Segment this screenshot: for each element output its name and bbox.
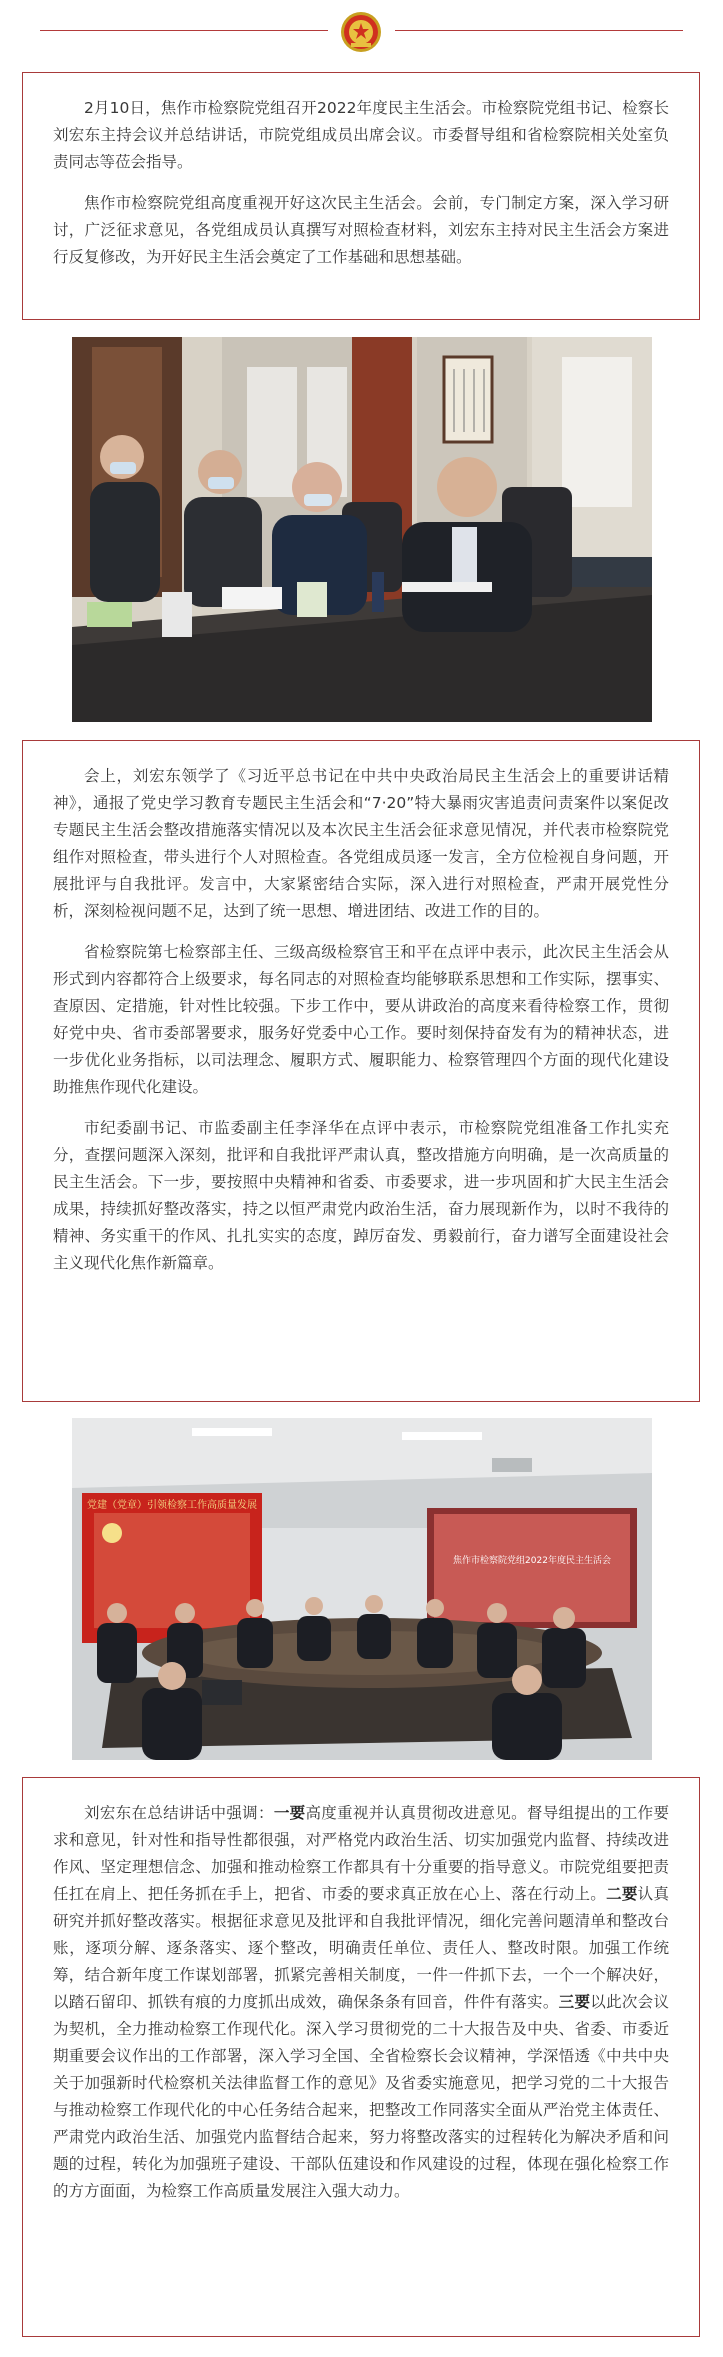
summary-intro: 刘宏东在总结讲话中强调： [84,1804,274,1822]
meeting-photo-icon [72,337,652,722]
point3-text: 以此次会议为契机，全力推动检察工作现代化。深入学习贯彻党的二十大报告及中央、省委、市委近期重要会议作出的工作部署，深入学习全国、全省检察长会议精神，学深悟透《中共中央关于加强新时代检察机关法律监督工作的意见》及省委实施意见，把学习党的二十大报告与推动检察工作现代化的中心任务结合起来，把整改工作同落实全面从严治党主体责任、严肃党内政治生活、加强党内监督结合起来，努力将整改落实的过程转化为解决矛盾和问题的过程，转化为加强班子建设、干部队伍建设和作风建设的过程，体现在强化检察工作的方方面面，为检察工作高质量发展注入强大动力。 [53,1993,669,2200]
conference-room-photo [72,1418,652,1760]
header-divider-left [40,30,328,31]
summary-paragraph [53,1800,669,2205]
paragraph: 市纪委副书记、市监委副主任李泽华在点评中表示，市检察院党组准备工作扎实充分，查摆问题深入深刻，批评和自我批评严肃认真，整改措施方向明确，是一次高质量的民主生活会。下一步，要按照中央精神和省委、市委要求，进一步巩固和扩大民主生活会成果，持续抓好整改落实，持之以恒严肃党内政治生活，奋力展现新作为，以时不我待的精神、务实重干的作风、扎扎实实的态度，踔厉奋发、勇毅前行，奋力谱写全面建设社会主义现代化焦作新篇章。 [53,1119,669,1272]
meeting-photo [72,337,652,722]
point1-text: 高度重视并认真贯彻改进意见。督导组提出的工作要求和意见，针对性和指导性都很强，对严格党内政治生活、切实加强党内监督、持续改进作风、坚定理想信念、加强和推动检察工作都具有十分重要的指导意义。市院党组要把责任扛在肩上、把任务抓在手上，把省、市委的要求真正放在心上、落在行动上。 [53,1804,669,1903]
summary-section [22,1777,700,2337]
header-divider-right [395,30,683,31]
screen-text: 焦作市检察院党组2022年度民主生活会 [453,1556,611,1566]
page-header [0,0,723,62]
paragraph: 省检察院第七检察部主任、三级高级检察官王和平在点评中表示，此次民主生活会从形式到内容都符合上级要求，每名同志的对照检查均能够联系思想和工作实际，摆事实、查原因、定措施，针对性比较强。下步工作中，要从讲政治的高度来看待检察工作，贯彻好党中央、省市委部署要求，服务好党委中心工作。要时刻保持奋发有为的精神状态，进一步优化业务指标，以司法理念、履职方式、履职能力、检察管理四个方面的现代化建设助推焦作现代化建设。 [53,943,669,1096]
intro-section [22,72,700,320]
point3-label: 三要 [558,1993,591,2011]
procuratorate-emblem-icon [339,10,383,54]
point2-label: 二要 [606,1885,638,1903]
meeting-content-section [22,740,700,1402]
conference-room-photo-icon [72,1418,652,1760]
point1-label: 一要 [273,1804,306,1822]
banner-text: 党建（党章）引领检察工作高质量发展 [87,1500,257,1511]
paragraph: 会上，刘宏东领学了《习近平总书记在中共中央政治局民主生活会上的重要讲话精神》，通报了党史学习教育专题民主生活会和“7·20”特大暴雨灾害追责问责案件以案促改专题民主生活会整改措施落实情况以及本次民主生活会征求意见情况，并代表市检察院党组作对照检查，带头进行个人对照检查。各党组成员逐一发言，全方位检视自身问题，开展批评与自我批评。发言中，大家紧密结合实际，深入进行对照检查，严肃开展党性分析，深刻检视问题不足，达到了统一思想、增进团结、改进工作的目的。 [53,767,669,920]
paragraph: 焦作市检察院党组高度重视开好这次民主生活会。会前，专门制定方案，深入学习研讨，广泛征求意见，各党组成员认真撰写对照检查材料，刘宏东主持对民主生活会方案进行反复修改，为开好民主生活会奠定了工作基础和思想基础。 [53,194,669,266]
paragraph: 2月10日，焦作市检察院党组召开2022年度民主生活会。市检察院党组书记、检察长刘宏东主持会议并总结讲话，市院党组成员出席会议。市委督导组和省检察院相关处室负责同志等莅会指导。 [53,99,669,171]
point2-text: 认真研究并抓好整改落实。根据征求意见及批评和自我批评情况，细化完善问题清单和整改台账，逐项分解、逐条落实、逐个整改，明确责任单位、责任人、整改时限。加强工作统筹，结合新年度工作谋划部署，抓紧完善相关制度，一件一件抓下去，一个一个解决好，以踏石留印、抓铁有痕的力度抓出成效，确保条条有回音，件件有落实。 [53,1885,669,2011]
